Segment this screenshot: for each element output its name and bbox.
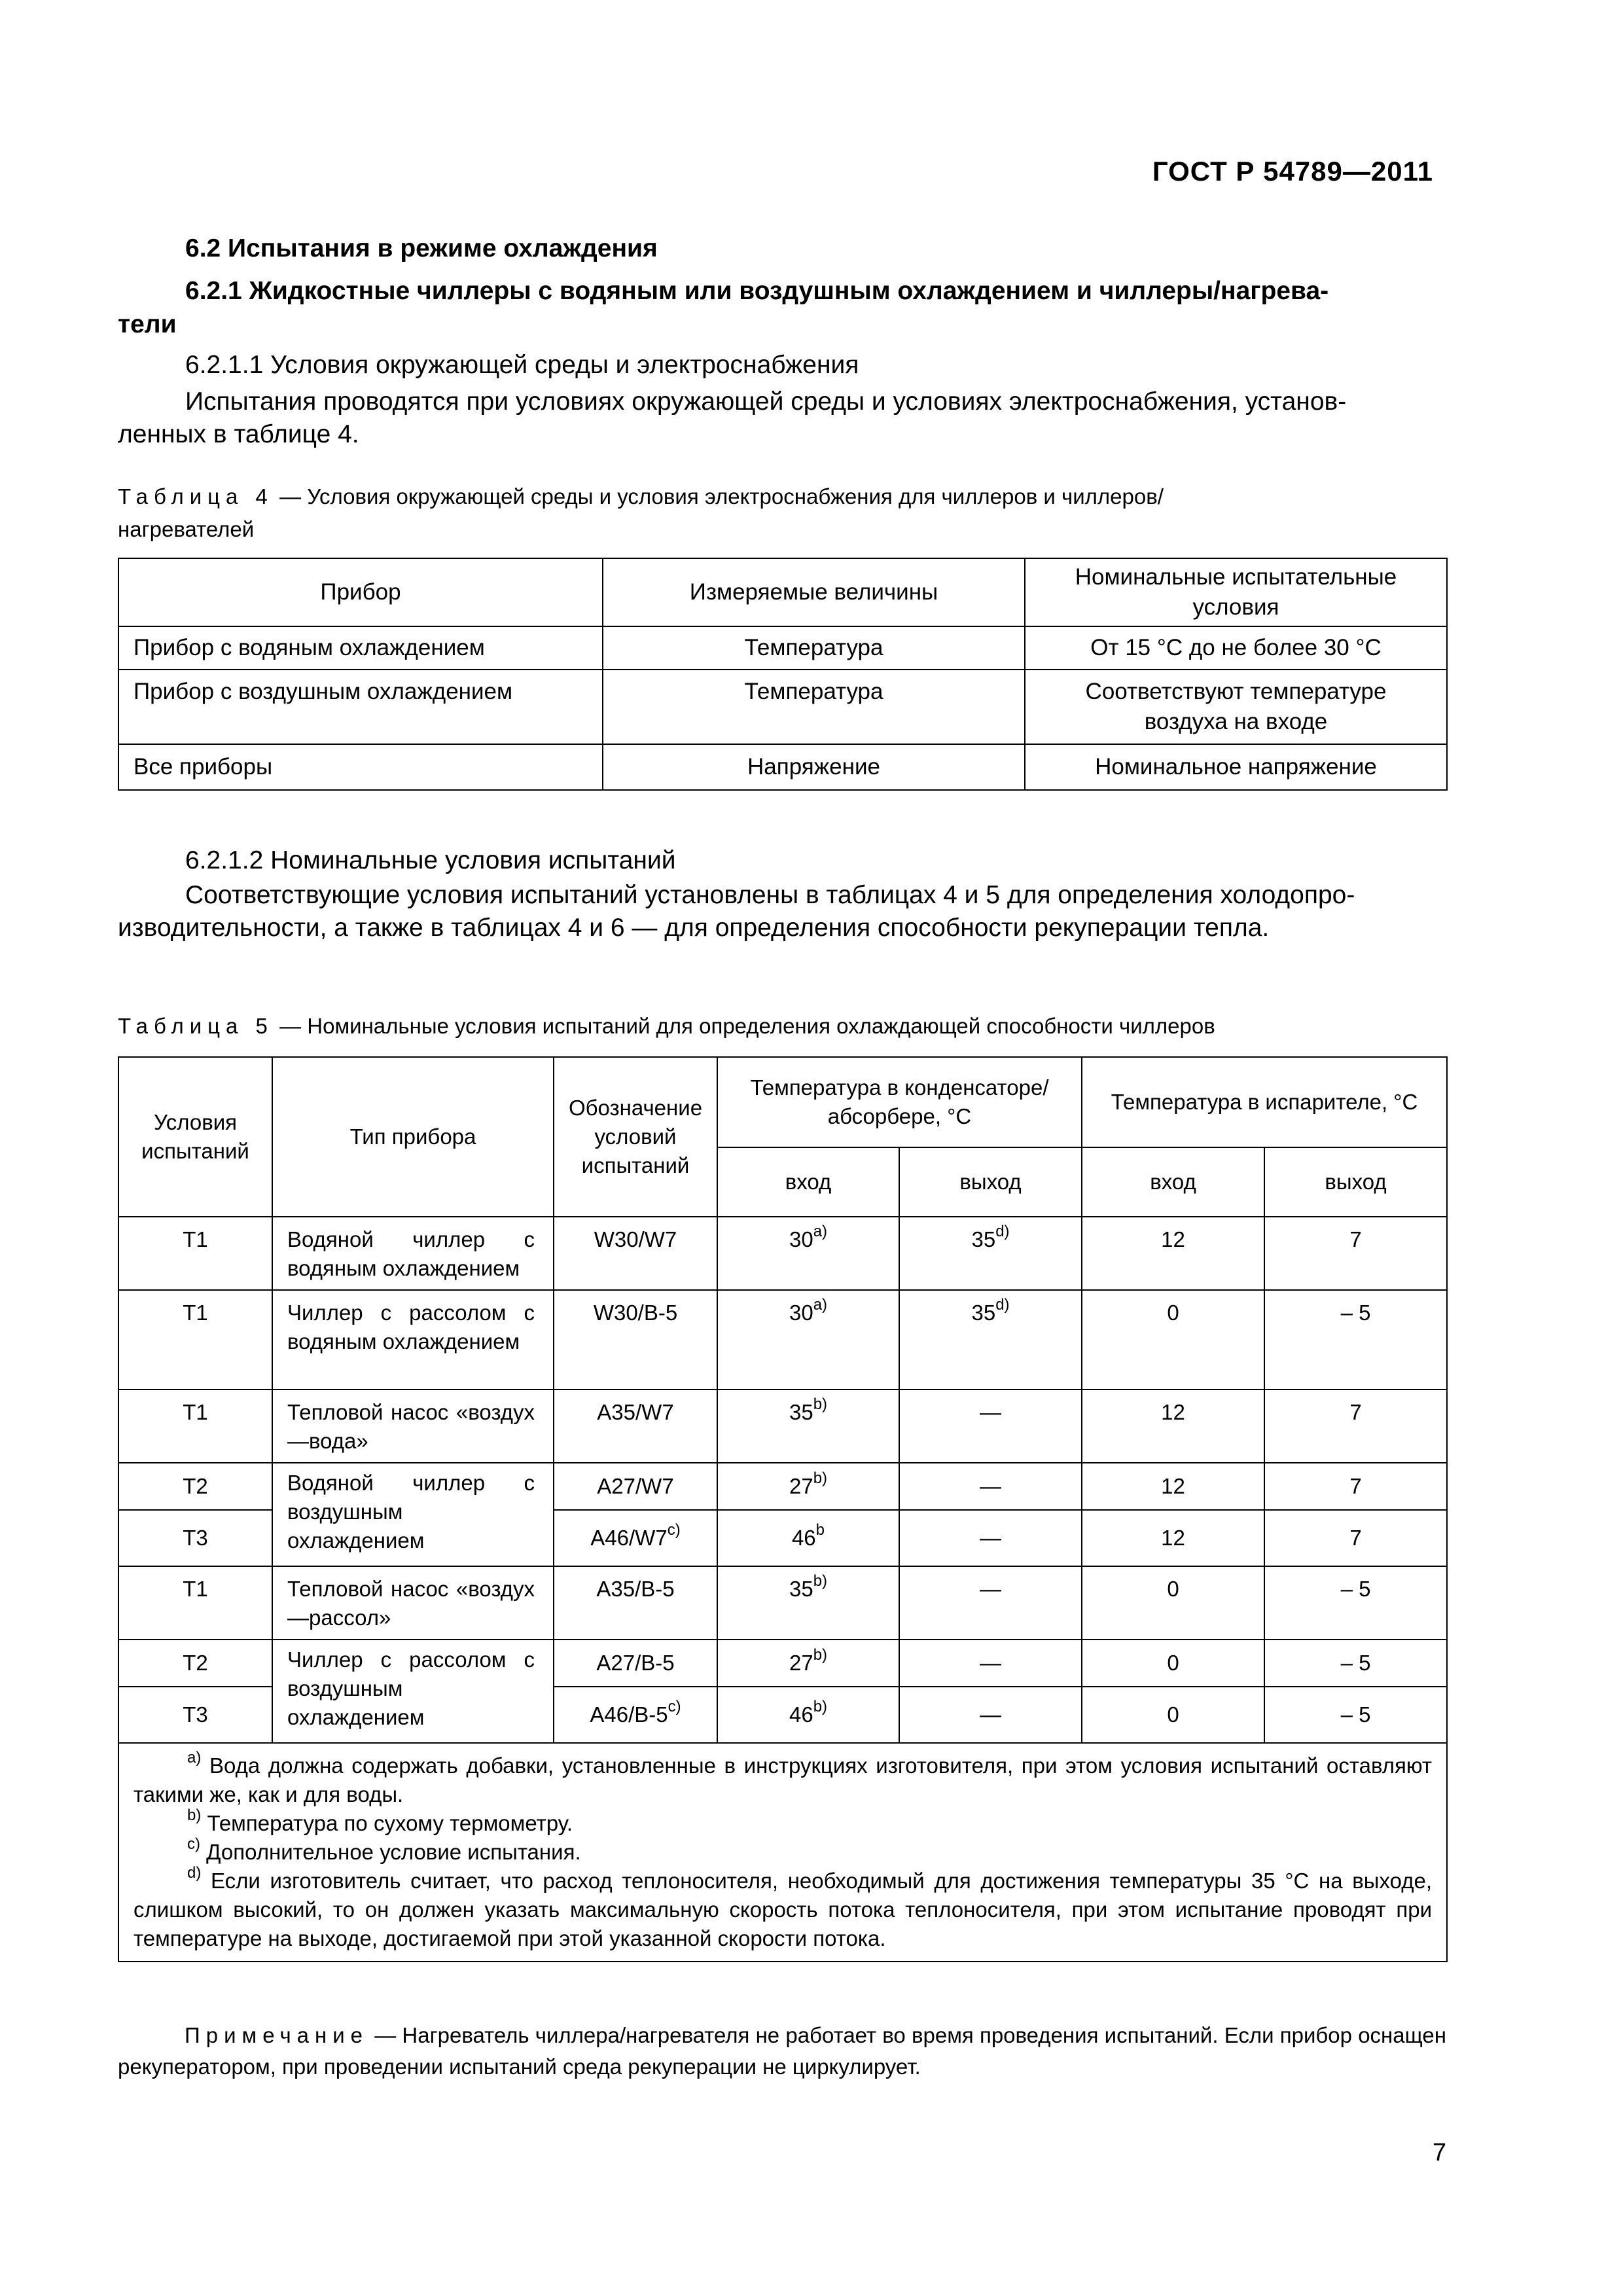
t4-cell: Температура — [603, 626, 1025, 670]
t5-cell-evap-outlet: 7 — [1264, 1390, 1447, 1463]
heading-6-2-1: 6.2.1 Жидкостные чиллеры с водяным или воздушным охлаждением и чиллеры/нагрева- — [185, 277, 1329, 305]
t5-cell-designation: W30/W7 — [554, 1217, 717, 1290]
t5-cell-condition: Т1 — [118, 1566, 272, 1640]
t5-cell-evap-outlet: 7 — [1264, 1463, 1447, 1510]
t5-header-cond-inlet: вход — [717, 1147, 899, 1217]
t5-cell-designation: A27/W7 — [554, 1463, 717, 1510]
footnote-d: $^{d)}$ Если изготовитель считает, что расход теплоносителя, необходимый для достижения температуры 35 °С на выходе, слишком высокий, то он должен указать максимальную скорость потока теплоносителя, при этом испытание проводят при температуре на выходе, достигаемой при этой указанной скорости потока. — [134, 1864, 1432, 1950]
t5-cell-type: Тепловой насос «воздух—рассол» — [272, 1566, 554, 1640]
t5-cell-condition: Т3 — [118, 1510, 272, 1566]
table4-caption-text: — Условия окружающей среды и условия электроснабжения для чиллеров и чиллеров/ — [273, 484, 1164, 509]
t5-cell-condition: Т1 — [118, 1390, 272, 1463]
t5-cell-condition: Т2 — [118, 1640, 272, 1687]
page-number: 7 — [1432, 2139, 1446, 2166]
t4-header-conditions: Номинальные испытательные условия — [1025, 558, 1447, 626]
t4-cell: От 15 °С до не более 30 °С — [1025, 626, 1447, 670]
t5-cell-cond-inlet: 30$^{a)}$ — [717, 1217, 899, 1290]
footnote-a: $^{a)}$ Вода должна содержать добавки, установленные в инструкциях изготовителя, при этом условия испытаний оставляют такими же, как и для воды. — [134, 1749, 1432, 1806]
t5-cell-type: Чиллер с рассолом с воздушным охлаждением — [272, 1640, 554, 1743]
t5-cell-evap-outlet: 7 — [1264, 1217, 1447, 1290]
paragraph-6-2-1-1-line2: ленных в таблице 4. — [118, 420, 359, 448]
t5-cell-cond-inlet: 30$^{a)}$ — [717, 1290, 899, 1390]
t5-cell-cond-outlet: — — [899, 1463, 1082, 1510]
table-row — [118, 1463, 1447, 1510]
table5-footnotes — [118, 1743, 1447, 1962]
note-text: — Нагреватель чиллера/нагревателя не работает во время проведения испытаний. Если прибор оснащен рекуператором, при проведении испытаний среда рекуперации не циркулирует. — [118, 2023, 1446, 2079]
table5-caption-text: — Номинальные условия испытаний для определения охлаждающей способности чиллеров — [273, 1014, 1215, 1038]
t5-cell-cond-inlet: 27$^{b)}$ — [717, 1640, 899, 1687]
paragraph-6-2-1-2-line1: Соответствующие условия испытаний установлены в таблицах 4 и 5 для определения холодопро- — [185, 881, 1355, 909]
t5-cell-type: Чиллер с рассолом с водяным охлаждением — [272, 1290, 554, 1390]
t5-cell-type: Водяной чиллер с водяным охлаждением — [272, 1217, 554, 1290]
t5-cell-evap-inlet: 12 — [1082, 1463, 1264, 1510]
heading-6-2: 6.2 Испытания в режиме охлаждения — [185, 234, 658, 262]
t5-cell-cond-inlet: 35$^{b)}$ — [717, 1390, 899, 1463]
t5-cell-cond-inlet: 35$^{b)}$ — [717, 1566, 899, 1640]
t5-cell-evap-inlet: 0 — [1082, 1566, 1264, 1640]
t4-cell: Прибор с водяным охлаждением — [118, 626, 603, 670]
note — [118, 2020, 1446, 2083]
table-row — [118, 1566, 1447, 1640]
t4-cell: Соответствуют температуре воздуха на входе — [1025, 670, 1447, 744]
table5-caption — [118, 1011, 1215, 1041]
t5-cell-cond-inlet: 46$^{b)}$ — [717, 1687, 899, 1743]
t5-header-type: Тип прибора — [272, 1057, 554, 1217]
t5-header-evap-outlet: выход — [1264, 1147, 1447, 1217]
t5-cell-condition: Т1 — [118, 1217, 272, 1290]
heading-6-2-1-cont: тели — [118, 310, 177, 338]
t4-header-quantities: Измеряемые величины — [603, 558, 1025, 626]
table4-caption-label: Таблица 4 — [118, 484, 274, 509]
t5-cell-evap-outlet: – 5 — [1264, 1566, 1447, 1640]
t5-cell-designation: W30/B-5 — [554, 1290, 717, 1390]
t5-cell-cond-outlet: — — [899, 1640, 1082, 1687]
t5-cell-cond-outlet: — — [899, 1566, 1082, 1640]
t5-header-designation: Обозначение условий испытаний — [554, 1057, 717, 1217]
t5-cell-cond-outlet: — — [899, 1510, 1082, 1566]
document-code: ГОСТ Р 54789—2011 — [1152, 156, 1433, 187]
table-row — [118, 1640, 1447, 1687]
table4-caption — [118, 482, 1164, 512]
heading-6-2-1-1: 6.2.1.1 Условия окружающей среды и электроснабжения — [185, 351, 859, 379]
t5-cell-cond-outlet: 35$^{d)}$ — [899, 1290, 1082, 1390]
paragraph-6-2-1-2-line2: изводительности, а также в таблицах 4 и 6 — для определения способности рекуперации тепла. — [118, 914, 1270, 942]
table-row — [118, 1390, 1447, 1463]
t4-cell: Температура — [603, 670, 1025, 744]
t5-header-evap-inlet: вход — [1082, 1147, 1264, 1217]
t5-cell-designation: A27/B-5 — [554, 1640, 717, 1687]
note-label: Примечание — [185, 2023, 369, 2047]
t5-cell-designation: A46/B-5$^{c)}$ — [554, 1687, 717, 1743]
t5-cell-type: Тепловой насос «воздух—вода» — [272, 1390, 554, 1463]
table4-caption-cont: нагревателей — [118, 517, 255, 541]
table-4 — [118, 558, 1448, 791]
t5-cell-evap-outlet: – 5 — [1264, 1640, 1447, 1687]
t5-cell-evap-outlet: – 5 — [1264, 1687, 1447, 1743]
t5-cell-designation: A35/W7 — [554, 1390, 717, 1463]
table-5 — [118, 1056, 1448, 1962]
t5-header-condenser-temp: Температура в конденсаторе/абсорбере, °С — [717, 1057, 1082, 1147]
t5-cell-evap-outlet: – 5 — [1264, 1290, 1447, 1390]
t4-header-device: Прибор — [118, 558, 603, 626]
t5-header-evaporator-temp: Температура в испарителе, °С — [1082, 1057, 1447, 1147]
t5-cell-cond-inlet: 27$^{b)}$ — [717, 1463, 899, 1510]
t5-cell-evap-inlet: 0 — [1082, 1290, 1264, 1390]
paragraph-6-2-1-1-line1: Испытания проводятся при условиях окружающей среды и условиях электроснабжения, установ- — [185, 387, 1347, 416]
table-row — [118, 1217, 1447, 1290]
t4-cell: Номинальное напряжение — [1025, 744, 1447, 790]
footnote-c: $^{c)}$ Дополнительное условие испытания. — [187, 1835, 581, 1864]
heading-6-2-1-2: 6.2.1.2 Номинальные условия испытаний — [185, 846, 676, 874]
t5-cell-evap-inlet: 12 — [1082, 1390, 1264, 1463]
t4-cell: Прибор с воздушным охлаждением — [118, 670, 603, 744]
t5-cell-cond-outlet: — — [899, 1390, 1082, 1463]
t5-header-cond-outlet: выход — [899, 1147, 1082, 1217]
table-row — [118, 1290, 1447, 1390]
t5-cell-evap-inlet: 12 — [1082, 1217, 1264, 1290]
t5-cell-evap-inlet: 12 — [1082, 1510, 1264, 1566]
t5-cell-cond-outlet: 35$^{d)}$ — [899, 1217, 1082, 1290]
t5-cell-type: Водяной чиллер с воздушным охлаждением — [272, 1463, 554, 1566]
t4-cell: Все приборы — [118, 744, 603, 790]
t5-cell-evap-inlet: 0 — [1082, 1640, 1264, 1687]
t5-cell-evap-outlet: 7 — [1264, 1510, 1447, 1566]
t5-cell-condition: Т3 — [118, 1687, 272, 1743]
t5-header-conditions: Условия испытаний — [118, 1057, 272, 1217]
t5-cell-evap-inlet: 0 — [1082, 1687, 1264, 1743]
t5-cell-condition: Т1 — [118, 1290, 272, 1390]
footnote-b: $^{b)}$ Температура по сухому термометру. — [187, 1806, 573, 1835]
t5-cell-cond-inlet: 46$^b$ — [717, 1510, 899, 1566]
t5-cell-designation: A46/W7$^{c)}$ — [554, 1510, 717, 1566]
table5-caption-label: Таблица 5 — [118, 1014, 274, 1038]
t4-cell: Напряжение — [603, 744, 1025, 790]
t5-cell-designation: A35/B-5 — [554, 1566, 717, 1640]
t5-cell-cond-outlet: — — [899, 1687, 1082, 1743]
t5-cell-condition: Т2 — [118, 1463, 272, 1510]
